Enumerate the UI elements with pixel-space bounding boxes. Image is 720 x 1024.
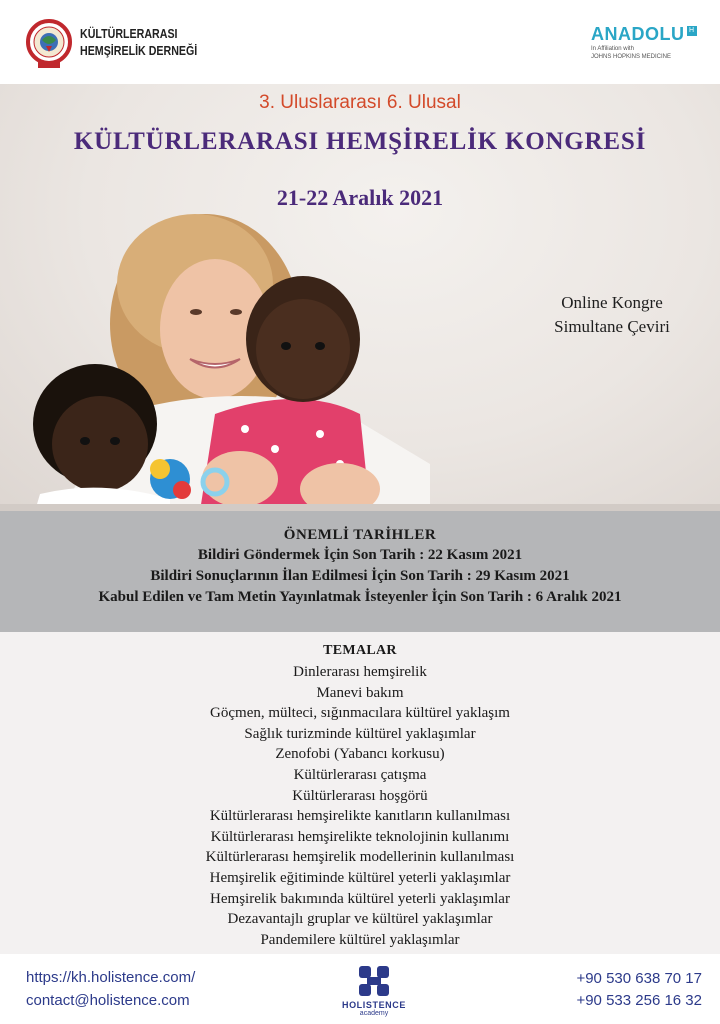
theme-item: Göçmen, mülteci, sığınmacılara kültürel yaklaşım [210, 705, 510, 722]
important-date-item: Kabul Edilen ve Tam Metin Yayınlatmak İsteyenler İçin Son Tarih : 6 Aralık 2021 [98, 589, 622, 605]
theme-item: Sağlık turizminde kültürel yaklaşımlar [244, 725, 476, 742]
partner-badge: H [687, 26, 697, 36]
congress-subtitle: 3. Uluslararası 6. Ulusal [259, 92, 461, 113]
hero-section [0, 84, 720, 511]
theme-item: Kültürlerarası hemşirelikte teknolojinin kullanımı [210, 828, 510, 845]
important-dates-heading: ÖNEMLİ TARİHLER [283, 527, 437, 543]
theme-item: Kültürlerarası hemşirelikte kanıtların kullanılması [209, 808, 511, 825]
phone-number-2[interactable]: +90 533 256 16 32 [576, 992, 702, 1009]
brand-sub: academy [359, 1010, 389, 1017]
theme-item: Hemşirelik eğitiminde kültürel yeterli yaklaşımlar [209, 869, 511, 886]
header [0, 0, 720, 84]
important-dates-band [0, 511, 720, 632]
theme-item: Kültürlerarası hoşgörü [292, 787, 428, 804]
partner-affiliation-line2: JOHNS HOPKINS MEDICINE [591, 54, 672, 60]
email-link[interactable]: contact@holistence.com [26, 992, 190, 1009]
themes-section [0, 632, 720, 954]
holistence-logo-icon [357, 964, 391, 998]
congress-dates: 21-22 Aralık 2021 [276, 185, 444, 210]
format-online: Online Kongre [561, 293, 663, 312]
format-translation: Simultane Çeviri [554, 317, 670, 336]
partner-name: ANADOLU [591, 24, 685, 44]
congress-format [512, 291, 712, 339]
association-name-line1: KÜLTÜRLERARASI [80, 26, 178, 41]
association-seal-icon [26, 16, 72, 72]
theme-item: Kültürlerarası hemşirelik modellerinin kullanılması [205, 849, 515, 866]
holistence-logo [330, 964, 418, 1017]
website-link[interactable]: https://kh.holistence.com/ [26, 969, 196, 986]
association-name-line2: HEMŞİRELİK DERNEĞİ [80, 43, 198, 58]
theme-item: Pandemilere kültürel yaklaşımlar [260, 931, 460, 948]
important-date-item: Bildiri Sonuçlarının İlan Edilmesi İçin Son Tarih : 29 Kasım 2021 [150, 568, 570, 584]
partner-affiliation-line1: In Affiliation with [591, 46, 634, 52]
phone-number-1[interactable]: +90 530 638 70 17 [576, 970, 702, 987]
theme-item: Hemşirelik bakımında kültürel yeterli yaklaşımlar [210, 890, 510, 907]
partner-logo [591, 24, 697, 61]
theme-item: Dezavantajlı gruplar ve kültürel yaklaşımlar [227, 911, 493, 928]
footer-phones [576, 968, 702, 1012]
theme-item: Zenofobi (Yabancı korkusu) [275, 746, 445, 763]
congress-title: KÜLTÜRLERARASI HEMŞİRELİK KONGRESİ [73, 128, 647, 155]
brand-name: HOLISTENCE [341, 1000, 406, 1010]
themes-heading: TEMALAR [323, 643, 397, 658]
footer-contact-links [26, 966, 195, 1012]
footer [0, 954, 720, 1024]
association-name [80, 25, 197, 59]
theme-item: Dinlerarası hemşirelik [293, 664, 427, 680]
theme-item: Kültürlerarası çatışma [293, 766, 427, 783]
theme-item: Manevi bakım [316, 684, 404, 701]
important-date-item: Bildiri Göndermek İçin Son Tarih : 22 Kasım 2021 [197, 547, 523, 563]
